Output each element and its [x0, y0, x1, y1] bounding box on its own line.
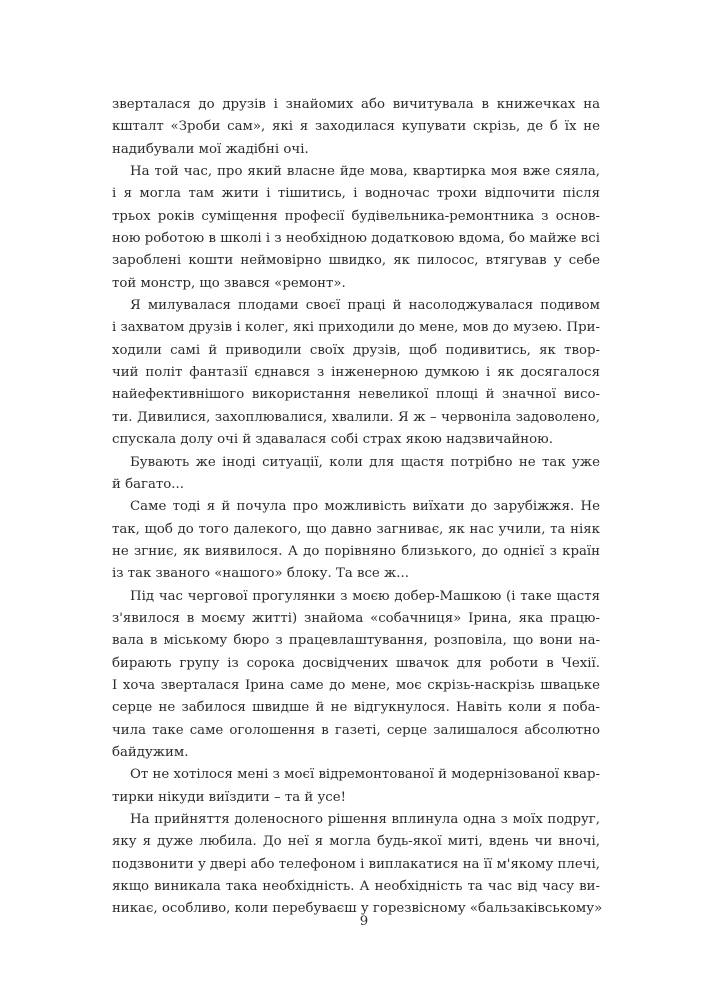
text-line: От не хотілося мені з моєї відремонтованої й модернізованої квар- [130, 767, 600, 783]
page-number: 9 [359, 914, 369, 929]
text-line: так, щоб до того далекого, що давно загниває, як нас учили, та ніяк [112, 521, 600, 537]
paragraph [112, 809, 603, 921]
text-line: зароблені кошти неймовірно швидко, як пилосос, втягував у себе [112, 253, 600, 269]
text-line: Саме тоді я й почула про можливість виїхати до зарубіжжя. Не [130, 499, 600, 515]
text-line: чила таке саме оголошення в газеті, серце залишалося абсолютно [112, 722, 600, 738]
text-line: зверталася до друзів і знайомих або вичитувала в книжечках на [112, 97, 600, 112]
text-line: не згниє, як виявилося. А до порівняно близького, до однієї з країн [112, 543, 600, 559]
paragraph [112, 295, 600, 451]
text-line: На той час, про який власне йде мова, квартирка моя вже сяяла, [130, 164, 600, 180]
text-line: ти. Дивилися, захоплювалися, хвалили. Я ж – червоніла задоволено, [112, 409, 600, 425]
text-line: І хоча зверталася Ірина саме до мене, моє скрізь-наскрізь швацьке [112, 677, 600, 693]
text-line: чий політ фантазії єднався з інженерною думкою і як досягалося [112, 365, 600, 381]
text-line: подзвонити у двері або телефоном і виплакатися на її м'якому плечі, [112, 856, 600, 872]
paragraph [112, 586, 600, 765]
text-line: той монстр, що звався «ремонт». [112, 275, 346, 291]
text-line: На прийняття доленосного рішення вплинула одна з моїх подруг, [130, 812, 600, 827]
text-line: з'явилося в моєму житті) знайома «собачниця» Ірина, яка працю- [112, 610, 600, 626]
text-line: никає, особливо, коли перебуваєш у горезвісному «бальзаківському» [112, 901, 603, 917]
text-line: байдужим. [112, 744, 189, 760]
text-line: яку я дуже любила. До неї я могла будь-якої миті, вдень чи вночі, [112, 834, 600, 850]
text-line: із так званого «нашого» блоку. Та все ж... [112, 566, 409, 582]
text-line: і я могла там жити і тішитись, і водночас трохи відпочити після [112, 186, 600, 202]
text-line: Під час чергової прогулянки з моєю добер-Машкою (і таке щастя [130, 588, 600, 604]
text-line: серце не забилося швидше й не відгукнулося. Навіть коли я поба- [112, 700, 600, 716]
paragraph [112, 452, 600, 497]
text-line: трьох років суміщення професії будівельника-ремонтника з основ- [112, 208, 600, 224]
text-line: і захватом друзів і колег, які приходили до мене, мов до музею. При- [112, 320, 600, 336]
text-line: ною роботою в школі і з необхідною додатковою вдома, бо майже всі [112, 231, 600, 247]
text-line: Я милувалася плодами своєї праці й насолоджувалася подивом [130, 298, 600, 314]
text-line: ходили самі й приводили своїх друзів, щоб подивитись, як твор- [112, 342, 600, 358]
text-line: бирають групу із сорока досвідчених швачок для роботи в Чехії. [112, 655, 600, 671]
text-line: вала в міському бюро з працевлаштування, розповіла, що вони на- [112, 633, 600, 649]
text-line: Бувають же іноді ситуації, коли для щастя потрібно не так уже [130, 454, 600, 470]
body-text [112, 94, 603, 921]
text-line: тирки нікуди виїздити – та й усе! [112, 789, 346, 805]
paragraph [112, 496, 600, 585]
paragraph [112, 94, 600, 161]
text-line: й багато... [112, 476, 184, 492]
text-line: надибували мої жадібні очі. [112, 141, 309, 157]
text-line: спускала долу очі й здавалася собі страх якою надзвичайною. [112, 432, 553, 448]
text-line: якщо виникала така необхідність. А необхідність та час від часу ви- [112, 879, 600, 895]
paragraph [112, 764, 600, 809]
paragraph [112, 161, 600, 295]
text-line: найефективнішого використання невеликої площі й значної висо- [112, 387, 600, 403]
text-line: кшталт «Зроби сам», які я заходилася купувати скрізь, де б їх не [112, 119, 600, 135]
